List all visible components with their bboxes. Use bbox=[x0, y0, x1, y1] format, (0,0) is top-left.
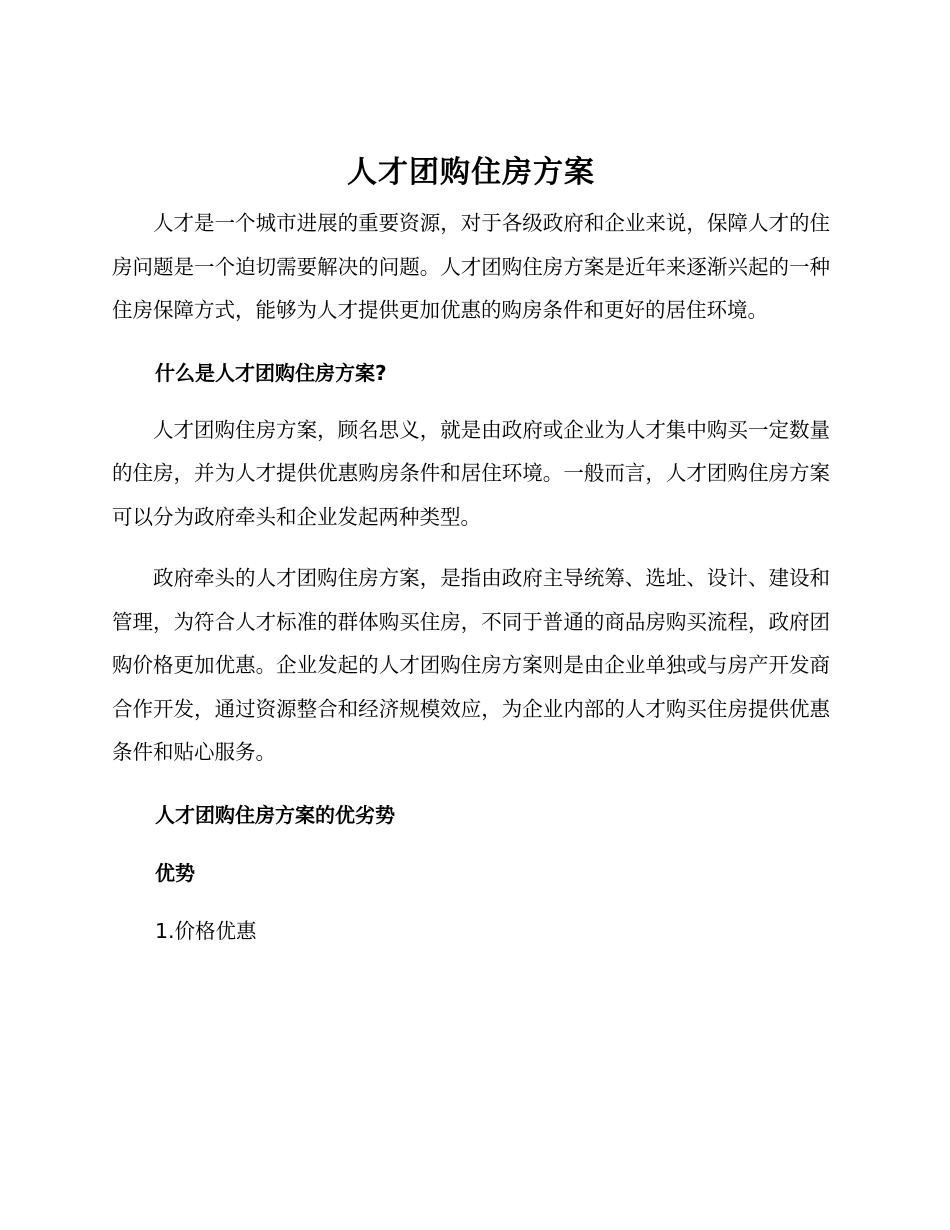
intro-paragraph: 人才是一个城市进展的重要资源，对于各级政府和企业来说，保障人才的住房问题是一个迫切需要解决的问题。人才团购住房方案是近年来逐渐兴起的一种住房保障方式，能够为人才提供更加优惠的购房条件和更好的居住环境。 bbox=[112, 211, 830, 322]
document-title: 人才团购住房方案 bbox=[347, 155, 595, 190]
section-heading-pros-cons: 人才团购住房方案的优劣势 bbox=[155, 802, 395, 827]
types-paragraph: 政府牵头的人才团购住房方案，是指由政府主导统筹、选址、设计、建设和管理，为符合人才标准的群体购买住房，不同于普通的商品房购买流程，政府团购价格更加优惠。企业发起的人才团购住房方案则是由企业单独或与房产开发商合作开发，通过资源整合和经济规模效应，为企业内部的人才购买住房提供优惠条件和贴心服务。 bbox=[112, 566, 830, 764]
definition-paragraph: 人才团购住房方案，顾名思义，就是由政府或企业为人才集中购买一定数量的住房，并为人才提供优惠购房条件和居住环境。一般而言，人才团购住房方案可以分为政府牵头和企业发起两种类型。 bbox=[112, 417, 830, 529]
document-page bbox=[112, 150, 830, 953]
section-heading-what-is: 什么是人才团购住房方案? bbox=[155, 360, 387, 385]
subheading-advantages: 优势 bbox=[155, 860, 195, 885]
list-item-price: 1.价格优惠 bbox=[155, 918, 257, 943]
